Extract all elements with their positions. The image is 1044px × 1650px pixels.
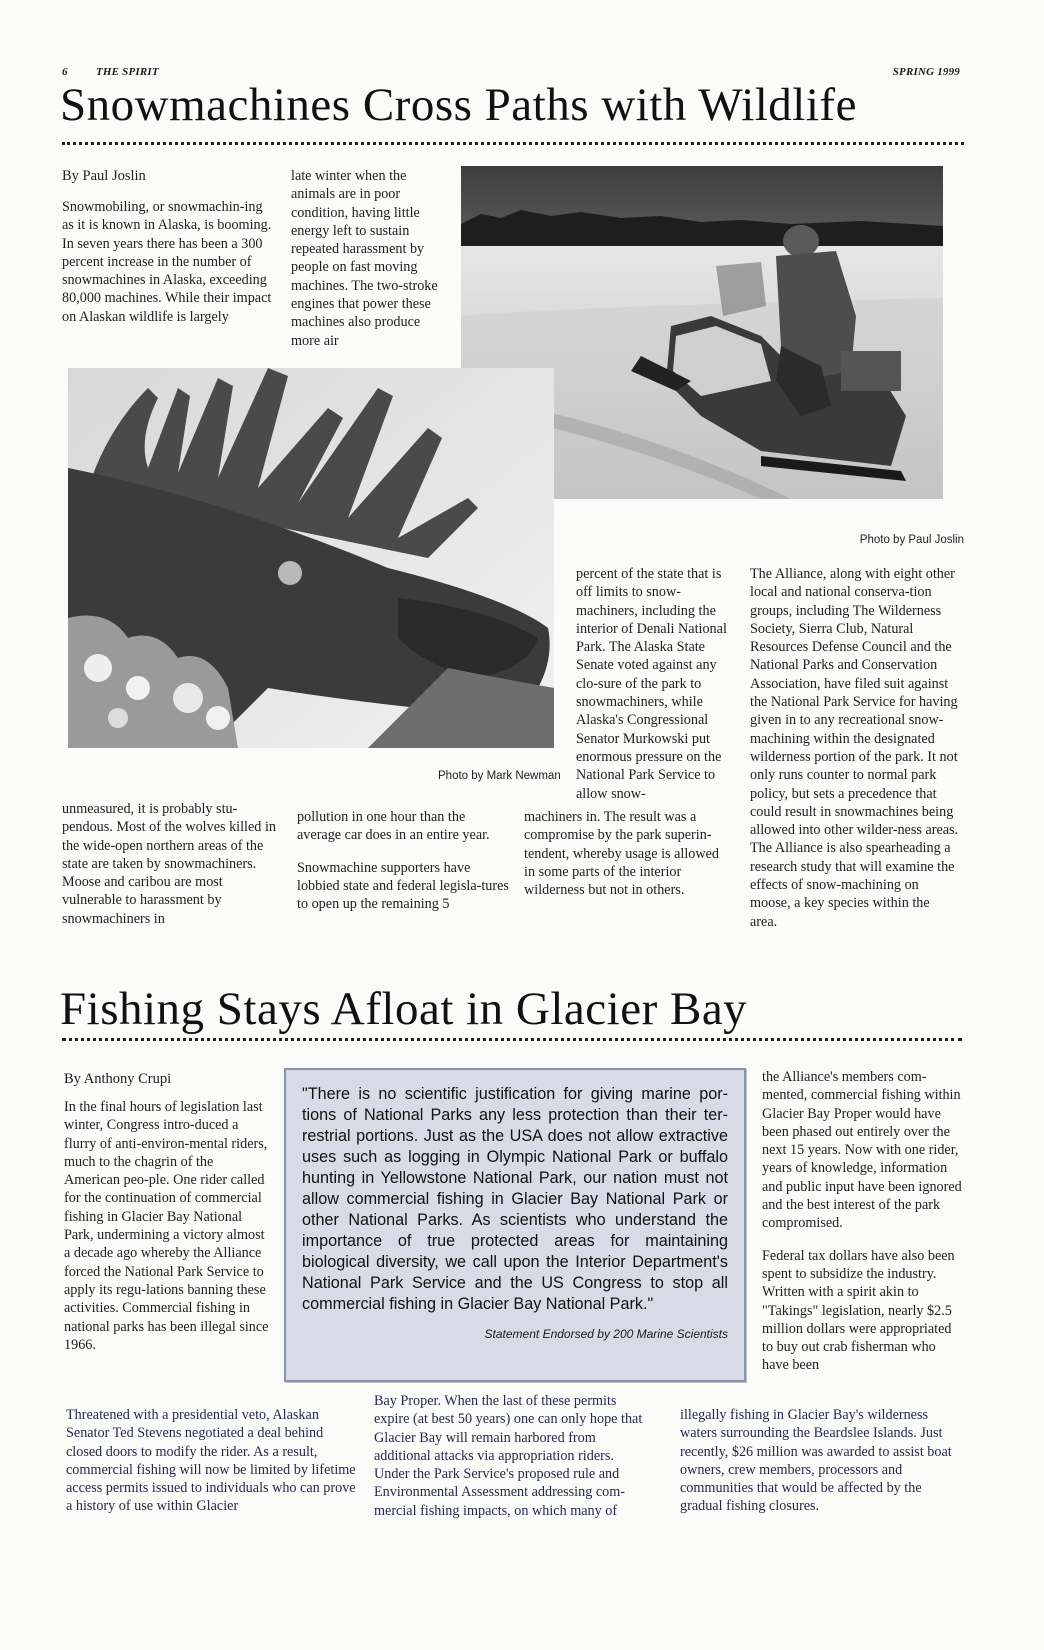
scientists-quote-text: "There is no scientific justification for giving marine por-tions of National Parks any less protection than their ter-restrial portions. Just as the USA does not allow extractive uses such as logging in Olympic National Park or buffalo hunting in Yellowstone National Park, our nation must not allow commercial fishing in Glacier Bay National Park or other National Parks. As scientists who understand the importance of true protected areas for maintaining biological diversity, we call upon the Interior Department's National Park Service and the US Congress to stop all commercial fishing in Glacier Bay National Park.": [302, 1085, 728, 1313]
article1-col3-bottom-paragraph: machiners in. The result was a compromise by the park superin-tendent, whereby usage is allowed in some parts of the interior wilderness but not in others.: [524, 809, 720, 899]
article1-divider: [62, 142, 964, 145]
article1-byline: By Paul Joslin: [62, 168, 146, 184]
page-number: 6: [62, 66, 68, 78]
article2-col3-paragraph-2: Federal tax dollars have also been spent to subsidize the industry. Written with a spirit akin to "Takings" legislation, nearly $2.5 million dollars were appropriated to buy out crab fisherman who have been: [762, 1247, 955, 1374]
article1-col2-bottom-paragraph-2: Snowmachine supporters have lobbied state and federal legisla-tures to open up the remaining 5: [297, 859, 509, 913]
photo2-credit: Photo by Mark Newman: [438, 770, 561, 782]
article2-col1-paragraph-2: Threatened with a presidential veto, Alaskan Senator Ted Stevens negotiated a deal behind closed doors to modify the rider. As a result, commercial fishing will now be limited by lifetime access permits issued to individuals who can prove a history of use within Glacier: [66, 1407, 356, 1515]
article1-col2-paragraph: late winter when the animals are in poor condition, having little energy left to sustain repeated harassment by people on fast moving machines. The two-stroke engines that power these machines also produce more air: [291, 168, 438, 349]
publication-name: THE SPIRIT: [96, 66, 159, 78]
article1-title: Snowmachines Cross Paths with Wildlife: [60, 79, 857, 131]
article2-divider: [62, 1038, 962, 1041]
photo1-credit: Photo by Paul Joslin: [859, 534, 964, 546]
issue-date: SPRING 1999: [892, 66, 960, 78]
article2-col1-paragraph-1: In the final hours of legislation last winter, Congress intro-duced a flurry of anti-environ-mental riders, much to the chagrin of the American peo-ple. One rider called for the continuation of commercial fishing in Glacier Bay National Park, undermining a victory almost a decade ago whereby the Alliance forced the National Park Service to apply its regu-lations banning these activities. Commercial fishing in national parks has been illegal since 1966.: [64, 1099, 269, 1353]
article2-title: Fishing Stays Afloat in Glacier Bay: [60, 983, 748, 1035]
moose-photo: [68, 368, 554, 748]
article1-col2-bottom-paragraph-1: pollution in one hour than the average car does in an entire year.: [297, 809, 490, 844]
article2-col3-paragraph-3: illegally fishing in Glacier Bay's wilderness waters surrounding the Beardslee Islands. Just recently, $26 million was awarded to assist boat owners, crew members, processors and communities that would be affected by the gradual fishing closures.: [680, 1407, 952, 1515]
article2-col2-paragraph: Bay Proper. When the last of these permits expire (at best 50 years) one can only hope that Glacier Bay will remain harbored from additional attacks via appropriation riders. Under the Park Service's proposed rule and Environmental Assessment addressing com-mercial fishing impacts, on which many of: [374, 1393, 643, 1519]
article1-col3-top-paragraph: percent of the state that is off limits to snow-machiners, including the interior of Denali National Park. The Alaska State Senate voted against any clo-sure of the park to snowmachiners, while Alaska's Congressional Senator Murkowski put enormous pressure on the National Park Service to allow snow-: [576, 566, 727, 802]
quote-source: Statement Endorsed by 200 Marine Scientists: [484, 1327, 728, 1341]
article1-col1-paragraph: Snowmobiling, or snowmachin-ing as it is known in Alaska, is booming. In seven years there has been a 300 percent increase in the number of snowmachines in Alaska, exceeding 80,000 machines. While their impact on Alaskan wildlife is largely: [62, 199, 272, 325]
article2-col3-paragraph-1: the Alliance's members com-mented, commercial fishing within Glacier Bay Proper would have been phased out entirely over the next 15 years. Now with one rider, years of knowledge, information and public input have been ignored and the best interest of the park compromised.: [762, 1069, 962, 1232]
article1-col4-paragraph: The Alliance, along with eight other local and national conserva-tion groups, including The Wilderness Society, Sierra Club, Natural Resources Defense Council and the National Parks and Conservation Association, have filed suit against the National Park Service for having given in to any recreational snow-machining within the designated wilderness portion of the park. It not only runs counter to normal park policy, but sets a precedence that could result in snowmachines being allowed into other wilder-ness areas. The Alliance is also spearheading a research study that will examine the effects of snow-machining on moose, a key species within the area.: [750, 566, 959, 930]
article1-col1-bottom-paragraph: unmeasured, it is probably stu-pendous. Most of the wolves killed in the wide-open northern areas of the state are taken by snowmachiners. Moose and caribou are most vulnerable to harassment by snowmachiners in: [62, 801, 276, 927]
scientists-quote-box: [284, 1068, 746, 1382]
article2-byline: By Anthony Crupi: [64, 1071, 172, 1087]
